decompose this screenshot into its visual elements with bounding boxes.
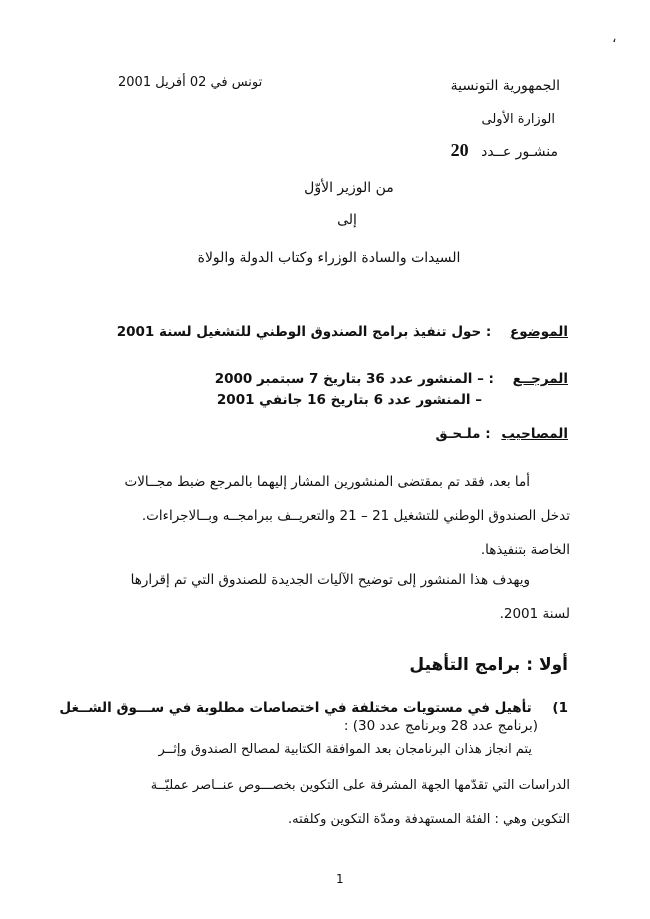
republic-name: الجمهورية التونسية (450, 78, 560, 94)
reference-label: المرجــع (512, 371, 568, 387)
item-1-text-line3: التكوين وهي : الفئة المستهدفة ومدّة التكوين وكلفته. (288, 812, 570, 827)
to-label: إلى (337, 212, 357, 228)
item-1-text-line2: الدراسات التي تقدّمها الجهة المشرفة على التكوين بخصـــوص عنــاصر عمليّــة (150, 778, 570, 793)
reference-1: : – المنشور عدد 36 بتاريخ 7 سبتمبر 2000 (214, 371, 494, 387)
section-heading: أولا : برامج التأهيل (409, 655, 568, 675)
circular-label: منشـور عــدد (481, 144, 558, 160)
para2-line2: لسنة 2001. (499, 606, 570, 622)
item-1-title-line2: (برنامج عدد 28 وبرنامج عدد 30) : (343, 718, 538, 734)
from-line: من الوزير الأوّل (304, 180, 394, 196)
item-title: تأهيل في مستويات مختلفة في اختصاصات مطلوبة في ســـوق الشــغل (59, 700, 532, 716)
subject-text: : حول تنفيذ برامج الصندوق الوطني للتشغيل لسنة 2001 (116, 324, 492, 340)
item-number: 1) (552, 700, 568, 716)
para1-line3: الخاصة بتنفيذها. (480, 542, 570, 558)
corner-mark: ، (612, 30, 617, 46)
circular-number: 20 (450, 140, 469, 160)
item-1-title-line1 (59, 700, 568, 716)
page-number: 1 (336, 872, 344, 886)
para1-line2: تدخل الصندوق الوطني للتشغيل 21 – 21 والتعريــف ببرامجــه وبــالاجراءات. (141, 508, 570, 524)
date-line: تونس في 02 أفريل 2001 (118, 75, 263, 90)
para1-line1: أما بعد، فقد تم بمقتضى المنشورين المشار إليهما بالمرجع ضبط مجــالات (124, 474, 530, 490)
attachments-label: المصاحيب (501, 426, 568, 442)
reference-line-1 (215, 371, 568, 387)
ministry-name: الوزارة الأولى (481, 112, 555, 127)
item-1-text-line1: يتم انجاز هذان البرنامجان بعد الموافقة الكتابية لمصالح الصندوق وإثــر (158, 742, 532, 757)
para2-line1: ويهدف هذا المنشور إلى توضيح الآليات الجديدة للصندوق التي تم إقرارها (130, 572, 530, 588)
circular-number-line (451, 140, 558, 161)
attachments-line (436, 426, 568, 442)
subject-line (117, 324, 568, 340)
subject-label: الموضوع (510, 324, 568, 340)
reference-2: – المنشور عدد 6 بتاريخ 16 جانفي 2001 (216, 392, 482, 408)
attachments-text: : ملـحـق (435, 426, 491, 442)
recipients-line: السيدات والسادة الوزراء وكتاب الدولة والولاة (197, 250, 461, 266)
